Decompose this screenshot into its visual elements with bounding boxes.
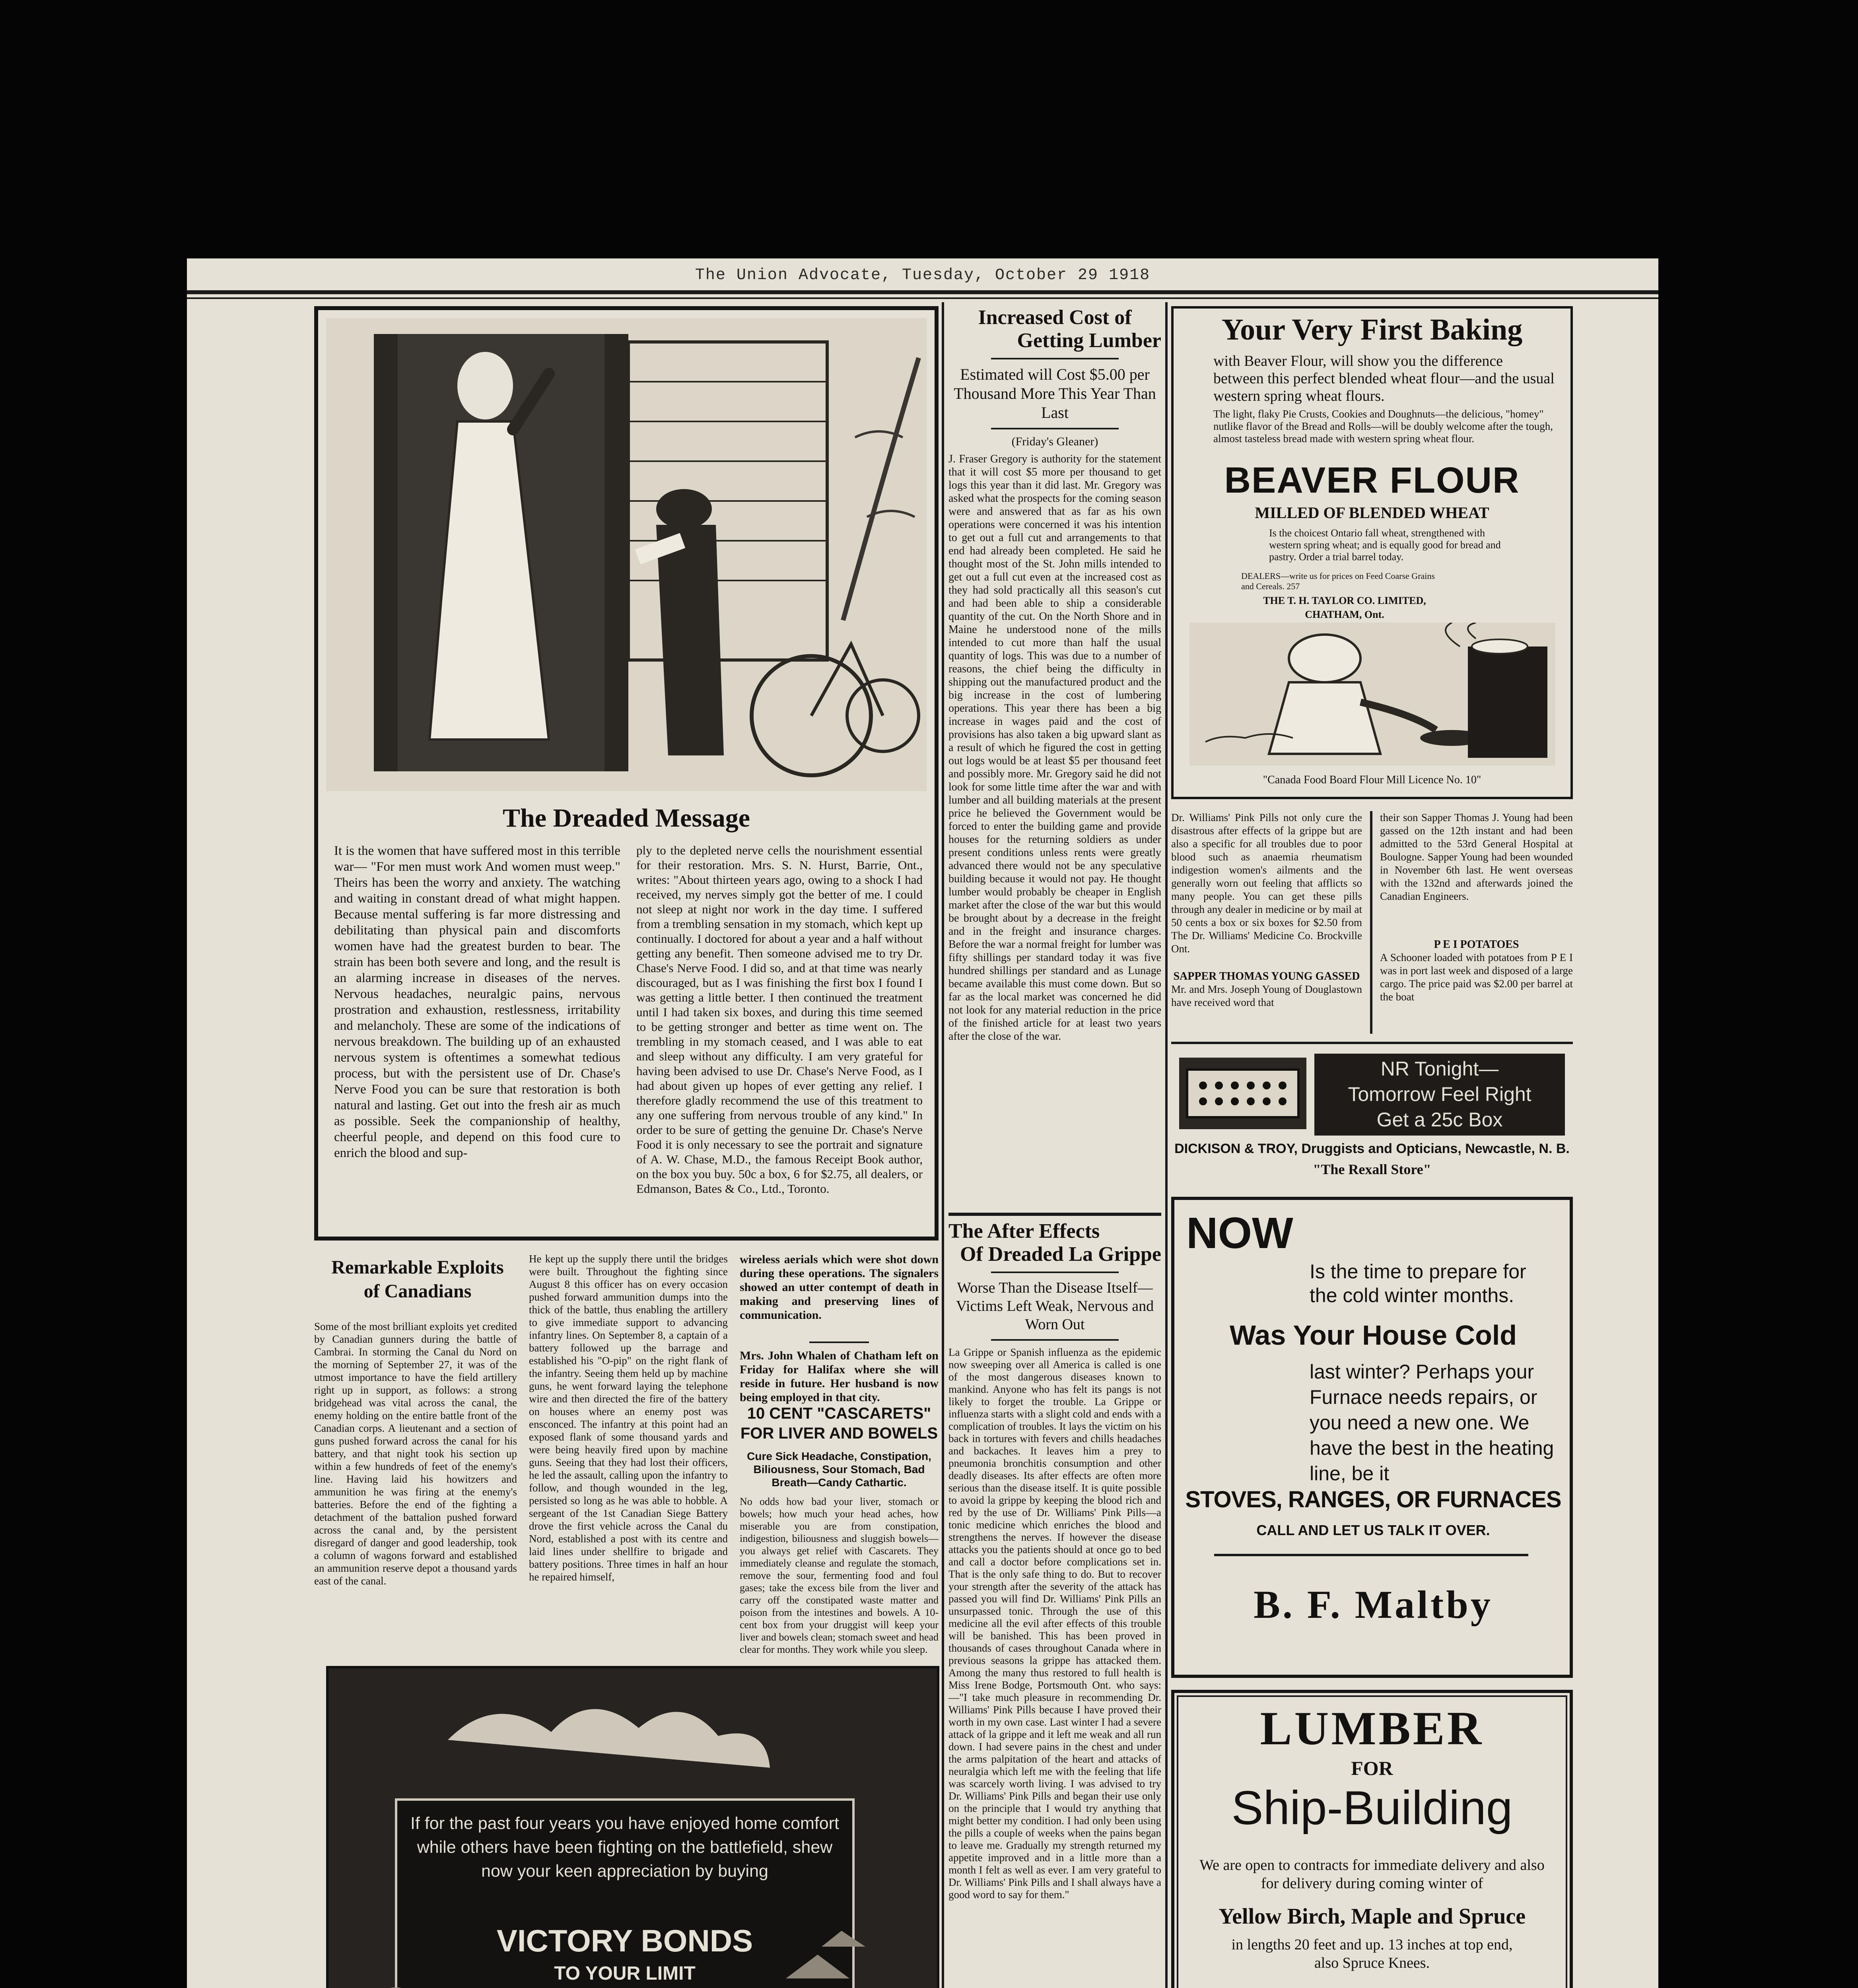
cascarets-ad xyxy=(740,1404,939,1656)
lumber-cost-deck: Estimated will Cost $5.00 per Thousand More This Year Than Last xyxy=(954,365,1156,421)
maltby-body: last winter? Perhaps your Furnace needs repairs, or you need a new one. We have the best in the heating line, be it xyxy=(1310,1361,1554,1485)
running-head: The Union Advocate, Tuesday, October 29 1918 xyxy=(695,266,1151,284)
dreaded-message-ad xyxy=(314,306,939,1241)
baking-drawing xyxy=(1189,623,1555,766)
lumber-cost-title-2: Getting Lumber xyxy=(1017,329,1161,352)
dreaded-message-col2: ply to the depleted nerve cells the nourishment essential for their restoration. Mrs. S. N. Hurst, Barrie, Ont., writes: "About thirteen years ago, owing to a shock I had received, my nerves simply got the better of me. I could not sleep at night nor work in the day time. I suffered from a trembling sensation in my stomach, which kept up continually. I doctored for about a year and a half without getting any benefit. Then someone advised me to try Dr. Chase's Nerve Food. I did so, and at that time was nearly discouraged, but as I was finishing the first box I found I was getting a little better. I then continued the treatment until I had taken six boxes, and during this time seemed to be getting stronger and better as time went on. The trembling in my stomach ceased, and I was able to eat and sleep without any difficulty. I am very grateful for having been advised to use Dr. Chase's Nerve Food, as I had about given up hopes of ever getting any relief. I therefore gladly recommend the use of this treatment to any one suffering from nervous trouble of any kind." In order to be sure of getting the genuine Dr. Chase's Nerve Food it is only necessary to see the portrait and signature of A. W. Chase, M.D., the famous Receipt Book author, on the box you buy. 50c a box, 6 for $2.75, all dealers, or Edmanson, Bates & Co., Ltd., Toronto. xyxy=(636,843,923,1196)
potatoes-text: A Schooner loaded with potatoes from P E I was in port last week and disposed of a large cargo. The price paid was $2.00 per barrel at the boat xyxy=(1380,951,1573,1003)
nr-line-2: Tomorrow Feel Right xyxy=(1348,1083,1531,1105)
la-grippe-title-1: The After Effects xyxy=(948,1220,1100,1242)
nr-tonight-ad xyxy=(1171,1042,1573,1185)
beaver-flour-city: CHATHAM, Ont. xyxy=(1305,609,1384,620)
exploits-title-2: of Canadians xyxy=(363,1281,472,1302)
victory-bonds-headline: VICTORY BONDS xyxy=(496,1923,753,1958)
la-grippe-article xyxy=(948,1213,1161,1901)
maltby-question: Was Your House Cold xyxy=(1229,1320,1517,1351)
maltby-now-text: Is the time to prepare for the cold winter months. xyxy=(1310,1260,1526,1307)
sapper-text-1: Mr. and Mrs. Joseph Young of Douglastown have received word that xyxy=(1171,983,1362,1008)
victory-bonds-ad xyxy=(326,1666,939,1988)
beaver-flour-brand-sub: MILLED OF BLENDED WHEAT xyxy=(1255,504,1489,522)
lumber-ad-sizes: in lengths 20 feet and up. 13 inches at top end, also Spruce Knees. xyxy=(1231,1936,1513,1971)
whalen-text: Mrs. John Whalen of Chatham left on Friday for Halifax where she will reside in future. Her husband is now being employed in that city. xyxy=(740,1349,939,1404)
la-grippe-title-2: Of Dreaded La Grippe xyxy=(960,1243,1161,1266)
la-grippe-deck: Worse Than the Disease Itself—Victims Left Weak, Nervous and Worn Out xyxy=(956,1279,1154,1333)
top-rule-thin xyxy=(187,297,1658,299)
maltby-name: B. F. Maltby xyxy=(1254,1582,1493,1627)
nr-line-3: Get a 25c Box xyxy=(1376,1109,1503,1131)
beaver-flour-ad xyxy=(1171,306,1573,799)
column-rule xyxy=(1165,302,1168,1988)
woman-baking-illustration xyxy=(1189,623,1555,766)
nr-line-1: NR Tonight— xyxy=(1380,1058,1499,1080)
dreaded-message-col1: It is the women that have suffered most in this terrible war— "For men must work And women must weep." Theirs has been the worry and anxiety. The watching and waiting in constant dread of what might happen. Because mental suffering is far more distressing and debilitating than physical pain and discomforts women have had the greatest burden to bear. The strain has been both severe and long, and the result is an alarming increase in diseases of the nerves. Nervous headaches, neuralgic pains, nervous prostration and exhaustion, restlessness, irritability and melancholy. These are some of the indications of nervous breakdown. The building up of an exhausted nervous system is oftentimes a somewhat tedious process, but with the persistent use of Dr. Chase's Nerve Food you can be sure that restoration is both natural and lasting. Get out into the fresh air as much as possible. Seek the companionship of healthy, cheerful people, and depend on this food cure to enrich the blood and sup- xyxy=(334,844,620,1160)
column-rule xyxy=(1370,811,1372,1034)
dickison-troy-store: DICKISON & TROY, Druggists and Opticians, Newcastle, N. B. xyxy=(1174,1141,1570,1156)
beaver-flour-desc: Is the choicest Ontario fall wheat, strengthened with western spring wheat; and is equally good for bread and pastry. Order a trial barrel today. xyxy=(1269,527,1501,563)
dreaded-message-title: The Dreaded Message xyxy=(502,804,750,833)
pill-box-drawing xyxy=(1179,1058,1306,1129)
exploits-col1: Some of the most brilliant exploits yet credited by Canadian gunners during the battle of Cambrai. In storming the Canal du Nord on the morning of September 27, it was of the utmost importance to have the field artillery right up in support, as follows: a strong bridgehead was vital across the canal, the enemy holding on the entire battle front of the Canadian corps. A lieutenant and a section of guns pushed forward across the canal for his battery, and that night took his section up within a few hundreds of feet of the enemy's line. Having laid his howitzers and ammunition he was firing at the enemy's batteries. Before the end of the fighting a detachment of the battalion pushed forward across the canal and, by the persistent disregard of danger and good leadership, took a column of wagons forward and established an ammunition reserve depot a thousand yards east of the canal. xyxy=(314,1320,517,1587)
beaver-flour-dealers: DEALERS—write us for prices on Feed Coarse Grains and Cereals. 257 xyxy=(1241,571,1435,591)
ship-building-lumber-ad xyxy=(1171,1690,1573,1988)
lumber-cost-article xyxy=(948,306,1161,1043)
nr-slogan-panel xyxy=(1314,1054,1565,1136)
beaver-flour-licence: "Canada Food Board Flour Mill Licence No. 10" xyxy=(1263,774,1481,786)
potatoes-notice xyxy=(1380,938,1573,1004)
lumber-ad-for: FOR xyxy=(1351,1757,1393,1779)
beaver-flour-intro-2: The light, flaky Pie Crusts, Cookies and Doughnuts—the delicious, "homey" nutlike flavor of the Bread and Rolls—will be doubly welcome after the tough, almost tasteless bread made with western spring wheat flour. xyxy=(1213,408,1553,445)
maltby-now: NOW xyxy=(1186,1209,1293,1258)
column-rule xyxy=(942,302,944,1988)
top-rule xyxy=(187,290,1658,294)
cascarets-sub: Cure Sick Headache, Constipation, Biliousness, Sour Stomach, Bad Breath—Candy Cathartic. xyxy=(747,1450,931,1489)
beaver-flour-headline: Your Very First Baking xyxy=(1221,313,1523,346)
exploits-title-1: Remarkable Exploits xyxy=(331,1257,504,1278)
beaver-flour-intro: with Beaver Flour, will show you the difference between this perfect blended wheat flour—and the usual western spring wheat flours. xyxy=(1213,353,1555,404)
lumber-cost-source: (Friday's Gleaner) xyxy=(1011,435,1098,448)
lumber-ad-title: LUMBER xyxy=(1260,1702,1484,1755)
potatoes-title: P E I POTATOES xyxy=(1434,938,1519,951)
victory-bonds-limit: TO YOUR LIMIT xyxy=(554,1963,696,1984)
lumber-ad-ship-building: Ship-Building xyxy=(1231,1781,1513,1835)
maltby-stoves: STOVES, RANGES, OR FURNACES xyxy=(1185,1487,1561,1512)
exploits-article xyxy=(314,1252,939,1662)
sapper-notice xyxy=(1171,970,1362,1009)
nr-box-illustration xyxy=(1179,1058,1306,1129)
victory-bonds-text: If for the past four years you have enjoyed home comfort while others have been fighting on the battlefield, shew now your keen appreciation by buying xyxy=(410,1814,839,1881)
williams-pills-text: Dr. Williams' Pink Pills not only cure the disastrous after effects of la grippe but are also a specific for all troubles due to poor blood such as anaemia rheumatism indigestion women's ailments and the generally worn out feeling that afflicts so many people. You can get these pills through any dealer in medicine or by mail at 50 cents a box or six boxes for $2.50 from The Dr. Williams' Medicine Co. Brockville Ont. xyxy=(1171,812,1362,955)
cascarets-title-2: FOR LIVER AND BOWELS xyxy=(740,1425,938,1442)
lumber-ad-body: We are open to contracts for immediate delivery and also for delivery during coming winter of xyxy=(1199,1857,1545,1892)
lumber-cost-title-1: Increased Cost of xyxy=(978,306,1132,329)
maltby-ad xyxy=(1171,1197,1573,1678)
exploits-col2: He kept up the supply there until the bridges were built. Throughout the fighting since August 8 this officer has on every occasion pushed forward ammunition dumps into the thick of the battle, thus enabling the artillery to give immediate support to advancing infantry lines. On September 8, a captain of a battery followed up the barrage and established his "O-pip" on the right flank of the infantry. Seeing them held up by machine guns, he went forward laying the telephone wire and then directed the fire of the battery on houses where an enemy post was ensconced. The infantry at this point had an exposed flank of some thousand yards and were being heavily fired upon by machine guns. Seeing that they had lost their officers, he led the assault, calling upon the infantry to follow, and though wounded in the leg, persisted so long as he was able to hobble. A sergeant of the 1st Canadian Siege Battery drove the first vehicle across the Canal du Nord, established a post with its centre and laid lines under shellfire to brigade and battery positions. Three times in half an hour he repaired himself, xyxy=(529,1253,728,1583)
sapper-title: SAPPER THOMAS YOUNG GASSED xyxy=(1173,970,1360,982)
sapper-text-2: their son Sapper Thomas J. Young had been gassed on the 12th instant and had been admitted to the 53rd General Hospital at Boulogne. Sapper Young had been wounded in November 6th last. He went overseas with the 132nd and afterwards joined the Canadian Engineers. xyxy=(1380,812,1573,902)
rexall-store: "The Rexall Store" xyxy=(1313,1161,1431,1177)
exploits-col3: wireless aerials which were shot down during these operations. The signalers showed an utter contempt of death in making and preserving lines of communication. xyxy=(740,1253,939,1322)
la-grippe-body: La Grippe or Spanish influenza as the epidemic now sweeping over all America is called is one of the most dangerous diseases known to mankind. Anyone who has felt its pangs is not likely to forget the trouble. La Grippe or influenza starts with a slight cold and ends with a complication of troubles. It lays the victim on his back in tortures with fevers and chills headaches and backaches. It leaves him a prey to pneumonia bronchitis consumption and other deadly diseases. Its after effects are often more serious than the disease itself. It is quite possible to avoid la grippe by keeping the blood rich and red by the use of Dr. Williams' Pink Pills—a tonic medicine which enriches the blood and strengthens the nerves. If however the disease attacks you the patients should at once go to bed and call a doctor before complications set in. That is the only safe thing to do. But to recover your strength after the severity of the attack has passed you will find Dr. Williams' Pink Pills an unsurpassed tonic. Through the use of this medicine all the evil after effects of this trouble will be banished. This has been proved in thousands of cases throughout Canada where in previous seasons la grippe has attacked them. Among the many thus restored to full health is Miss Irene Bodge, Portsmouth Ont. who says:—"I take much pleasure in recommending Dr. Williams' Pink Pills because I have proved their worth in my own case. Last winter I had a severe attack of la grippe and it left me weak and all run down. I had severe pains in the chest and under the arms palpitation of the heart and attacks of neuralgia which left me with the feeling that life was scarcely worth living. I was advised to try Dr. Williams' Pink Pills and began their use only on the principle that I would try anything that might better my condition. I had only been using the pills a couple of weeks when the pains began to leave me. Gradually my strength returned my appetite improved and in a little more than a month I felt as well as ever. I am very grateful to Dr. Williams' Pink Pills and I shall always have a good word to say for them." xyxy=(948,1346,1161,1901)
whalen-notice xyxy=(740,1336,939,1404)
lumber-ad-woods: Yellow Birch, Maple and Spruce xyxy=(1218,1904,1526,1929)
cascarets-body: No odds how bad your liver, stomach or bowels; how much your head aches, how miserable you are from constipation, indigestion, biliousness and sluggish bowels—you always get relief with Cascarets. They immediately cleanse and regulate the stomach, remove the sour, fermenting food and foul gases; take the excess bile from the liver and carry off the constipated waste matter and poison from the intestines and bowels. A 10-cent box from your druggist will keep your liver and bowels clean; stomach sweet and head clear for months. They work while you sleep. xyxy=(740,1496,939,1655)
cascarets-title-1: 10 CENT "CASCARETS" xyxy=(747,1405,931,1422)
beaver-flour-company: THE T. H. TAYLOR CO. LIMITED, xyxy=(1263,595,1426,606)
dreaded-message-drawing xyxy=(326,318,927,791)
beaver-flour-brand: BEAVER FLOUR xyxy=(1224,460,1520,501)
woman-at-door-illustration xyxy=(326,318,927,791)
maltby-call: CALL AND LET US TALK IT OVER. xyxy=(1256,1522,1490,1538)
lumber-cost-body: J. Fraser Gregory is authority for the statement that it will cost $5 more per thousand to get logs this year than it did last. Mr. Gregory was asked what the prospects for the coming season were and answered that as far as his own operations were concerned it was his intention to get out a full cut and arrangements to that end had already been completed. He said he thought most of the St. John mills intended to get out a full cut even at the increased cost as they had sold practically all this season's cut and had been able to ship a considerable quantity of the cut. On the North Shore and in Maine he understood none of the mills intended to cut more than half the usual quantity of logs. This was due to a number of reasons, the chief being the difficulty in shipping out the manufactured product and the big increase in the cost of lumbering operations. This year there has been a big increase in wages paid and the cost of provisions has also taken a big upward slant as a result of which he figured the cost in getting out logs would be at least $5 per thousand feet and possibly more. Mr. Gregory said he did not look for some little time after the war and with lumber and all building materials at the present price he believed the Government would be forced to enter the building game and provide houses for the returning soldiers as under present conditions unless rents were greatly advanced there would not be any speculative building because it would not pay. He thought lumber would probably be cheaper in English market after the close of the war but this would be brought about by a decrease in the freight and in the freight and insurance charges. Before the war a normal freight for lumber was fifty shillings per standard today it was five hundred shillings per standard and as Lunage became available this must come down. But so far as the local market was concerned he did not look for any material reduction in the price of the finished article for at least two years after the close of the war. xyxy=(948,453,1161,1043)
